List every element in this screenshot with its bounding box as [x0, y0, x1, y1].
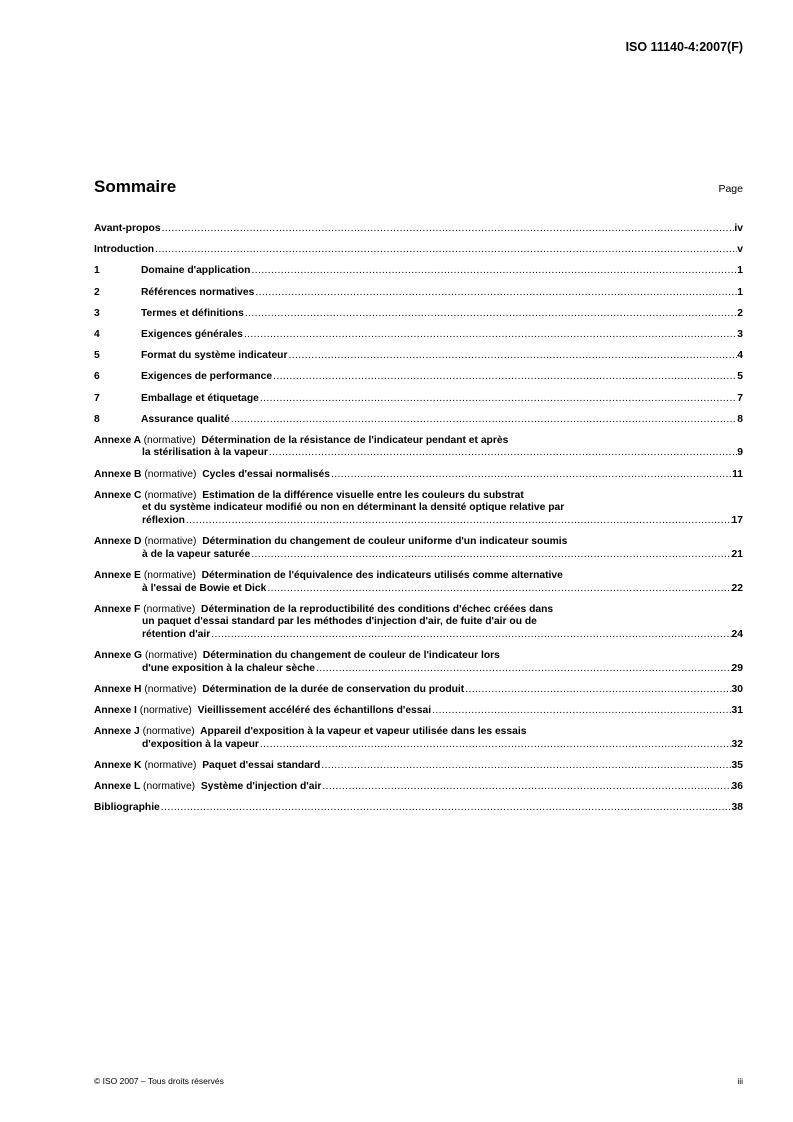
- toc-entry-label: Exigences générales: [141, 328, 243, 340]
- annex-type: (normative): [143, 434, 196, 446]
- annex-type: (normative): [144, 683, 197, 695]
- toc-entry-page: 32: [731, 738, 743, 750]
- toc-entry-label: Détermination de la durée de conservation du produit: [202, 683, 465, 695]
- annex-label: Annexe F: [94, 603, 141, 615]
- toc-entry-label: Format du système indicateur: [141, 350, 288, 362]
- toc-entry-label: Détermination du changement de couleur de l'indicateur lors: [202, 650, 500, 662]
- clause-number: 1: [94, 265, 100, 277]
- toc-entry-clause-4[interactable]: [94, 329, 743, 342]
- annex-type: (normative): [142, 726, 195, 738]
- toc-entry-label-cont: la stérilisation à la vapeur: [142, 447, 268, 459]
- toc-entry-page: iv: [734, 223, 743, 234]
- dot-leader: [154, 244, 737, 257]
- clause-number: 8: [94, 413, 100, 425]
- clause-number: 6: [94, 371, 100, 383]
- toc-entry-label: Détermination de la reproductibilité des conditions d'échec créées dans: [201, 603, 554, 615]
- dot-leader: [243, 329, 737, 342]
- toc-entry-avant-propos[interactable]: [94, 223, 743, 236]
- annex-type: (normative): [144, 489, 197, 501]
- toc-entry-introduction[interactable]: [94, 244, 743, 257]
- dot-leader: [321, 781, 731, 794]
- toc-entry-page: 36: [731, 781, 743, 793]
- document-code: ISO 11140-4:2007(F): [625, 40, 743, 54]
- toc-entry-annex-b[interactable]: [94, 469, 743, 482]
- toc-entry-page: 31: [731, 705, 743, 717]
- dot-leader: [315, 663, 732, 676]
- annex-type: (normative): [143, 603, 196, 615]
- annex-type: (normative): [143, 781, 196, 793]
- dot-leader: [161, 223, 735, 236]
- toc-entry-bibliographie[interactable]: [94, 802, 743, 815]
- annex-type: (normative): [143, 570, 196, 581]
- annex-label: Annexe A: [94, 434, 141, 446]
- toc-entry-label: Vieillissement accéléré des échantillons d'essai: [197, 705, 432, 717]
- annex-label: Annexe L: [94, 781, 141, 793]
- toc-entry-page: 22: [731, 582, 743, 594]
- dot-leader: [230, 414, 738, 427]
- toc-entry-annex-e[interactable]: [94, 570, 743, 595]
- toc-entry-label-cont: à l'essai de Bowie et Dick: [142, 582, 267, 594]
- toc-entry-label: Domaine d'application: [141, 265, 251, 277]
- toc-entry-label: Paquet d'essai standard: [202, 760, 321, 772]
- annex-label: Annexe G: [94, 650, 143, 662]
- toc-entry-page: 3: [737, 328, 743, 340]
- dot-leader: [268, 447, 737, 460]
- dot-leader: [250, 265, 737, 278]
- toc-entry-label: Bibliographie: [94, 802, 160, 814]
- toc-entry-label: Estimation de la différence visuelle entre les couleurs du substrat: [202, 489, 524, 501]
- dot-leader: [185, 515, 732, 528]
- toc-entry-label: Assurance qualité: [141, 413, 230, 425]
- toc-entry-label: Emballage et étiquetage: [141, 392, 259, 404]
- dot-leader: [210, 629, 731, 642]
- toc-entry-label-cont: et du système indicateur modifié ou non en déterminant la densité optique relative par: [142, 502, 565, 514]
- toc-entry-label: Appareil d'exposition à la vapeur et vapeur utilisée dans les essais: [200, 726, 527, 738]
- annex-label: Annexe E: [94, 570, 141, 581]
- toc-entry-page: 9: [737, 447, 743, 459]
- toc-entry-clause-8[interactable]: [94, 414, 743, 427]
- toc-entry-label: Système d'injection d'air: [200, 781, 322, 793]
- annex-type: (normative): [144, 760, 197, 772]
- toc-entry-page: 5: [737, 371, 743, 383]
- dot-leader: [259, 739, 732, 752]
- toc-entry-label: Termes et définitions: [141, 307, 244, 319]
- annex-type: (normative): [139, 705, 192, 717]
- toc-entry-page: 24: [731, 628, 743, 640]
- toc-entry-label-cont: rétention d'air: [142, 628, 211, 640]
- toc-entry-label: Détermination de la résistance de l'indicateur pendant et après: [201, 434, 509, 446]
- toc-entry-label: Avant-propos: [94, 223, 161, 234]
- dot-leader: [259, 393, 737, 406]
- dot-leader: [160, 802, 732, 815]
- clause-number: 4: [94, 328, 100, 340]
- toc-entry-page: 1: [737, 286, 743, 298]
- toc-entry-label: Détermination de l'équivalence des indicateurs utilisés comme alternative: [201, 570, 563, 581]
- toc-entry-page: 8: [737, 413, 743, 425]
- toc-entry-annex-a[interactable]: [94, 435, 743, 460]
- toc-entry-annex-g[interactable]: [94, 650, 743, 675]
- toc-entry-label-cont: d'exposition à la vapeur: [142, 738, 259, 750]
- toc-title-row: [94, 177, 743, 197]
- toc-entry-clause-5[interactable]: [94, 350, 743, 363]
- toc-entry-label: Exigences de performance: [141, 371, 273, 383]
- dot-leader: [464, 684, 731, 697]
- toc-entry-page: 29: [731, 662, 743, 674]
- toc-entry-page: 7: [737, 392, 743, 404]
- clause-number: 7: [94, 392, 100, 404]
- toc-entry-page: 1: [737, 265, 743, 277]
- annex-type: (normative): [144, 650, 198, 662]
- toc-entry-page: 35: [731, 760, 743, 772]
- toc-entry-page: 38: [731, 802, 743, 814]
- toc-entry-annex-l[interactable]: [94, 781, 743, 794]
- toc-entry-label-cont: un paquet d'essai standard par les méthodes d'injection d'air, de fuite d'air ou de: [142, 616, 537, 628]
- clause-number: 2: [94, 286, 100, 298]
- page-footer: [94, 1076, 743, 1086]
- toc-entry-clause-1[interactable]: [94, 265, 743, 278]
- toc-entry-annex-h[interactable]: [94, 684, 743, 697]
- page-column-label: Page: [718, 183, 743, 195]
- dot-leader: [250, 549, 731, 562]
- annex-type: (normative): [144, 468, 197, 480]
- dot-leader: [330, 469, 732, 482]
- dot-leader: [244, 308, 737, 321]
- toc-entry-page: 11: [732, 468, 743, 480]
- toc-entry-label: Introduction: [94, 244, 155, 256]
- toc-entry-annex-f[interactable]: [94, 604, 743, 642]
- toc-entry-label-cont: à de la vapeur saturée: [142, 548, 251, 560]
- toc-entry-annex-k[interactable]: [94, 760, 743, 773]
- annex-label: Annexe B: [94, 468, 142, 480]
- table-of-contents: [94, 223, 743, 824]
- annex-label: Annexe C: [94, 489, 142, 501]
- page-title: Sommaire: [94, 177, 177, 196]
- toc-entry-annex-c[interactable]: [94, 490, 743, 528]
- toc-entry-page: 2: [737, 307, 743, 319]
- dot-leader: [320, 760, 731, 773]
- toc-entry-clause-7[interactable]: [94, 393, 743, 406]
- toc-entry-label: Cycles d'essai normalisés: [202, 468, 330, 480]
- toc-entry-page: 17: [731, 515, 743, 527]
- dot-leader: [266, 583, 731, 596]
- toc-entry-annex-j[interactable]: [94, 726, 743, 751]
- toc-entry-label: Détermination du changement de couleur uniforme d'un indicateur soumis: [202, 536, 568, 548]
- toc-entry-page: 4: [737, 350, 743, 362]
- annex-type: (normative): [144, 536, 197, 548]
- toc-entry-page: 30: [731, 683, 743, 695]
- toc-entry-annex-d[interactable]: [94, 536, 743, 561]
- toc-entry-page: 21: [731, 548, 743, 560]
- toc-entry-clause-2[interactable]: [94, 287, 743, 300]
- toc-entry-page: v: [737, 244, 743, 256]
- toc-entry-clause-6[interactable]: [94, 371, 743, 384]
- toc-entry-label-cont: d'une exposition à la chaleur sèche: [142, 662, 315, 674]
- toc-entry-clause-3[interactable]: [94, 308, 743, 321]
- toc-entry-annex-i[interactable]: [94, 705, 743, 718]
- clause-number: 3: [94, 307, 100, 319]
- dot-leader: [254, 287, 737, 300]
- toc-entry-label-cont: réflexion: [142, 515, 185, 527]
- copyright-notice: © ISO 2007 – Tous droits réservés: [94, 1076, 224, 1086]
- clause-number: 5: [94, 350, 100, 362]
- annex-label: Annexe H: [94, 683, 142, 695]
- annex-label: Annexe I: [94, 705, 137, 717]
- dot-leader: [431, 705, 731, 718]
- annex-label: Annexe J: [94, 726, 140, 738]
- toc-entry-label: Références normatives: [141, 286, 255, 298]
- page-number: iii: [737, 1076, 743, 1086]
- dot-leader: [272, 371, 737, 384]
- dot-leader: [287, 350, 737, 363]
- annex-label: Annexe K: [94, 760, 142, 772]
- annex-label: Annexe D: [94, 536, 142, 548]
